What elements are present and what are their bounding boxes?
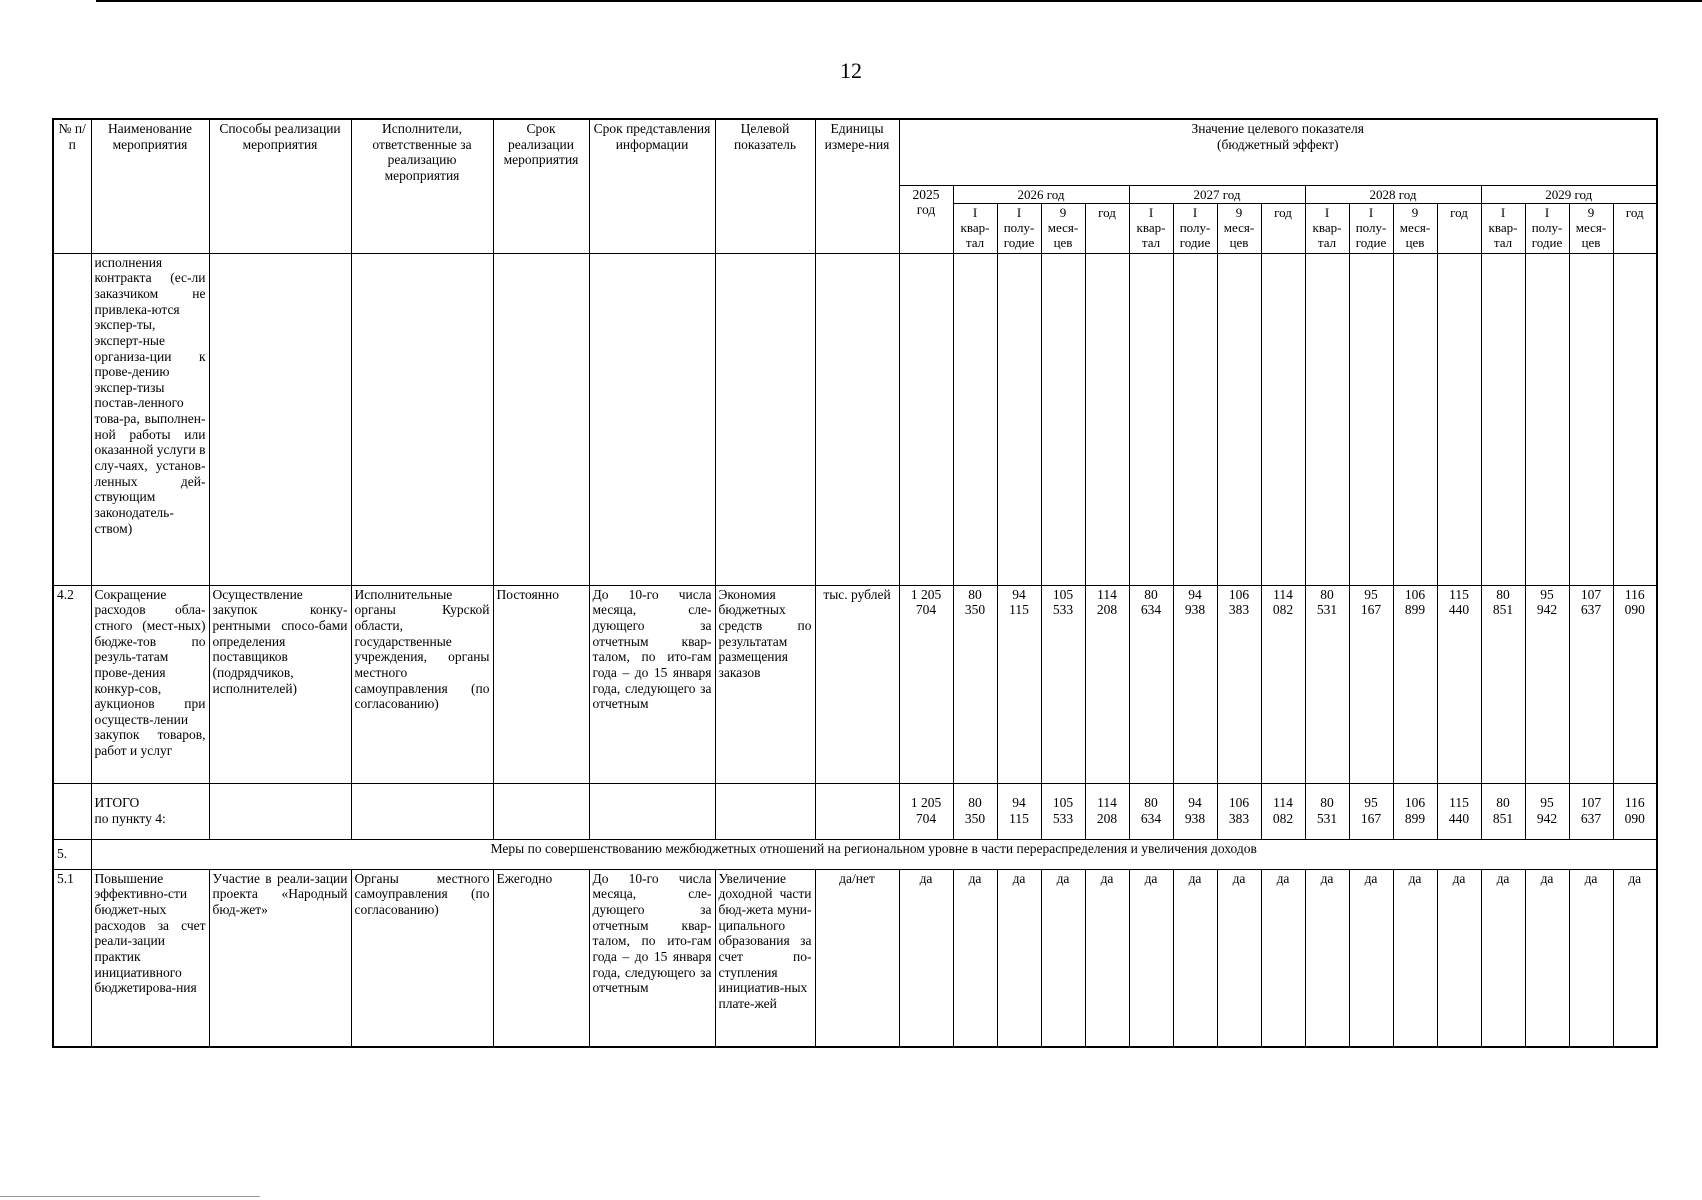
continuation-row bbox=[53, 253, 1657, 585]
cell-empty bbox=[1217, 253, 1261, 585]
value-cell: да bbox=[1349, 869, 1393, 1047]
total-value: 80 634 bbox=[1129, 783, 1173, 839]
row-report: До 10-го числа месяца, сле-дующего за отчетным квар-талом, по ито-гам года – до 15 января года, следующего за отчетным bbox=[589, 585, 715, 783]
value-cell: да bbox=[1129, 869, 1173, 1047]
header-value-group: Значение целевого показателя (бюджетный эффект) bbox=[899, 119, 1657, 185]
value-cell: 94 115 bbox=[997, 585, 1041, 783]
value-cell: 116 090 bbox=[1613, 585, 1657, 783]
header-year: 2028 год bbox=[1305, 185, 1481, 203]
header-year: 2029 год bbox=[1481, 185, 1657, 203]
measures-table bbox=[52, 118, 1658, 1048]
value-cell: да bbox=[997, 869, 1041, 1047]
header-period: I квар- тал bbox=[953, 203, 997, 253]
total-value: 80 350 bbox=[953, 783, 997, 839]
value-cell: да bbox=[899, 869, 953, 1047]
value-cell: 1 205 704 bbox=[899, 585, 953, 783]
cell-empty bbox=[589, 783, 715, 839]
total-value: 106 899 bbox=[1393, 783, 1437, 839]
value-cell: да bbox=[1041, 869, 1085, 1047]
row-name: Повышение эффективно-сти бюджет-ных расходов за счет реали-зации практик инициативного бюджетирова-ния bbox=[91, 869, 209, 1047]
total-value: 80 531 bbox=[1305, 783, 1349, 839]
header-report: Срок представления информации bbox=[589, 119, 715, 253]
table-row bbox=[53, 869, 1657, 1047]
header-period: год bbox=[1613, 203, 1657, 253]
header-period: I полу- годие bbox=[1525, 203, 1569, 253]
cell-empty bbox=[1305, 253, 1349, 585]
total-value: 114 208 bbox=[1085, 783, 1129, 839]
value-cell: 80 531 bbox=[1305, 585, 1349, 783]
header-target: Целевой показатель bbox=[715, 119, 815, 253]
cell-empty bbox=[53, 783, 91, 839]
header-period: I квар- тал bbox=[1481, 203, 1525, 253]
header-year: 2026 год bbox=[953, 185, 1129, 203]
cell-empty bbox=[1525, 253, 1569, 585]
total-value: 1 205 704 bbox=[899, 783, 953, 839]
cell-empty bbox=[1569, 253, 1613, 585]
total-value: 116 090 bbox=[1613, 783, 1657, 839]
value-cell: 106 899 bbox=[1393, 585, 1437, 783]
header-name: Наименование мероприятия bbox=[91, 119, 209, 253]
total-row bbox=[53, 783, 1657, 839]
row-num: 5.1 bbox=[53, 869, 91, 1047]
cell-empty bbox=[997, 253, 1041, 585]
header-units: Единицы измере-ния bbox=[815, 119, 899, 253]
total-value: 95 942 bbox=[1525, 783, 1569, 839]
value-cell: да bbox=[1217, 869, 1261, 1047]
total-label: ИТОГО по пункту 4: bbox=[91, 783, 209, 839]
row-units: тыс. рублей bbox=[815, 585, 899, 783]
cell-empty bbox=[1613, 253, 1657, 585]
header-period: год bbox=[1085, 203, 1129, 253]
header-period: I полу- годие bbox=[997, 203, 1041, 253]
header-period: I квар- тал bbox=[1129, 203, 1173, 253]
value-cell: 115 440 bbox=[1437, 585, 1481, 783]
cell-empty bbox=[1481, 253, 1525, 585]
header-methods: Способы реализации мероприятия bbox=[209, 119, 351, 253]
value-cell: 80 634 bbox=[1129, 585, 1173, 783]
header-period: 9 меся- цев bbox=[1569, 203, 1613, 253]
value-cell: 94 938 bbox=[1173, 585, 1217, 783]
header-deadline: Срок реализации мероприятия bbox=[493, 119, 589, 253]
value-cell: да bbox=[1481, 869, 1525, 1047]
table-row bbox=[53, 585, 1657, 783]
value-cell: да bbox=[1261, 869, 1305, 1047]
value-cell: да bbox=[1305, 869, 1349, 1047]
cell-empty bbox=[1437, 253, 1481, 585]
cell-empty bbox=[1041, 253, 1085, 585]
cell-empty bbox=[209, 783, 351, 839]
cell-empty bbox=[493, 783, 589, 839]
value-cell: 107 637 bbox=[1569, 585, 1613, 783]
value-cell: да bbox=[1569, 869, 1613, 1047]
cell-empty bbox=[1085, 253, 1129, 585]
header-period: 9 меся- цев bbox=[1393, 203, 1437, 253]
header-period: I полу- годие bbox=[1349, 203, 1393, 253]
header-period: 9 меся- цев bbox=[1217, 203, 1261, 253]
value-cell: 80 350 bbox=[953, 585, 997, 783]
total-value: 80 851 bbox=[1481, 783, 1525, 839]
row-methods: Участие в реали-зации проекта «Народный бюд-жет» bbox=[209, 869, 351, 1047]
value-cell: да bbox=[1085, 869, 1129, 1047]
cell-empty bbox=[1393, 253, 1437, 585]
header-year: 2027 год bbox=[1129, 185, 1305, 203]
cell-empty bbox=[351, 783, 493, 839]
header-period: год bbox=[1261, 203, 1305, 253]
row-num: 4.2 bbox=[53, 585, 91, 783]
cell-empty bbox=[815, 783, 899, 839]
row-deadline: Постоянно bbox=[493, 585, 589, 783]
cell-empty bbox=[715, 783, 815, 839]
cell-empty bbox=[1129, 253, 1173, 585]
row-target: Увеличение доходной части бюд-жета муни-ципального образования за счет по-ступления инициатив-ных плате-жей bbox=[715, 869, 815, 1047]
value-cell: 114 082 bbox=[1261, 585, 1305, 783]
header-executors: Исполнители, ответственные за реализацию мероприятия bbox=[351, 119, 493, 253]
cell-empty bbox=[1349, 253, 1393, 585]
value-cell: да bbox=[1437, 869, 1481, 1047]
cell-empty bbox=[715, 253, 815, 585]
header-period: год bbox=[1437, 203, 1481, 253]
total-value: 107 637 bbox=[1569, 783, 1613, 839]
value-cell: 80 851 bbox=[1481, 585, 1525, 783]
row-target: Экономия бюджетных средств по результатам размещения заказов bbox=[715, 585, 815, 783]
header-num: № п/п bbox=[53, 119, 91, 253]
cell-empty bbox=[1261, 253, 1305, 585]
row-executors: Исполнительные органы Курской области, государственные учреждения, органы местного самоуправления (по согласованию) bbox=[351, 585, 493, 783]
bottom-rule bbox=[0, 1196, 260, 1197]
row-report: До 10-го числа месяца, сле-дующего за отчетным квар-талом, по ито-гам года – до 15 января года, следующего за отчетным bbox=[589, 869, 715, 1047]
value-cell: 105 533 bbox=[1041, 585, 1085, 783]
row-methods: Осуществление закупок конку-рентными спосо-бами определения поставщиков (подрядчиков, исполнителей) bbox=[209, 585, 351, 783]
row-executors: Органы местного самоуправления (по согласованию) bbox=[351, 869, 493, 1047]
header-period: 9 меся- цев bbox=[1041, 203, 1085, 253]
value-cell: да bbox=[1393, 869, 1437, 1047]
value-cell: да bbox=[953, 869, 997, 1047]
cell-empty bbox=[351, 253, 493, 585]
total-value: 114 082 bbox=[1261, 783, 1305, 839]
cell-empty bbox=[953, 253, 997, 585]
row-deadline: Ежегодно bbox=[493, 869, 589, 1047]
cell-num bbox=[53, 253, 91, 585]
cell-empty bbox=[209, 253, 351, 585]
header-row bbox=[53, 119, 1657, 185]
total-value: 94 115 bbox=[997, 783, 1041, 839]
top-rule bbox=[96, 0, 1702, 2]
value-cell: да bbox=[1525, 869, 1569, 1047]
cell-empty bbox=[1173, 253, 1217, 585]
value-cell: 106 383 bbox=[1217, 585, 1261, 783]
section-title: Меры по совершенствованию межбюджетных отношений на региональном уровне в части перераспределения и увеличения доходов bbox=[91, 839, 1657, 869]
value-cell: да bbox=[1613, 869, 1657, 1047]
header-year-2025: 2025 год bbox=[899, 185, 953, 253]
section-row bbox=[53, 839, 1657, 869]
value-cell: 95 167 bbox=[1349, 585, 1393, 783]
total-value: 95 167 bbox=[1349, 783, 1393, 839]
value-cell: 114 208 bbox=[1085, 585, 1129, 783]
cell-empty bbox=[589, 253, 715, 585]
value-cell: да bbox=[1173, 869, 1217, 1047]
row-name: Сокращение расходов обла-стного (мест-ных) бюдже-тов по резуль-татам прове-дения конкур-сов, аукционов при осуществ-лении закупок товаров, работ и услуг bbox=[91, 585, 209, 783]
total-value: 106 383 bbox=[1217, 783, 1261, 839]
row-units: да/нет bbox=[815, 869, 899, 1047]
cell-empty bbox=[815, 253, 899, 585]
total-value: 115 440 bbox=[1437, 783, 1481, 839]
header-period: I квар- тал bbox=[1305, 203, 1349, 253]
total-value: 105 533 bbox=[1041, 783, 1085, 839]
continuation-name: исполнения контракта (ес-ли заказчиком не привлека-ются экспер-ты, эксперт-ные организа-ции к прове-дению экспер-тизы постав-ленного това-ра, выполнен-ной работы или оказанной услуги в слу-чаях, установ-ленных дей-ствующим законодатель-ством) bbox=[91, 253, 209, 585]
cell-empty bbox=[493, 253, 589, 585]
section-num: 5. bbox=[53, 839, 91, 869]
header-period: I полу- годие bbox=[1173, 203, 1217, 253]
value-cell: 95 942 bbox=[1525, 585, 1569, 783]
total-value: 94 938 bbox=[1173, 783, 1217, 839]
page-number: 12 bbox=[840, 58, 862, 83]
cell-empty bbox=[899, 253, 953, 585]
